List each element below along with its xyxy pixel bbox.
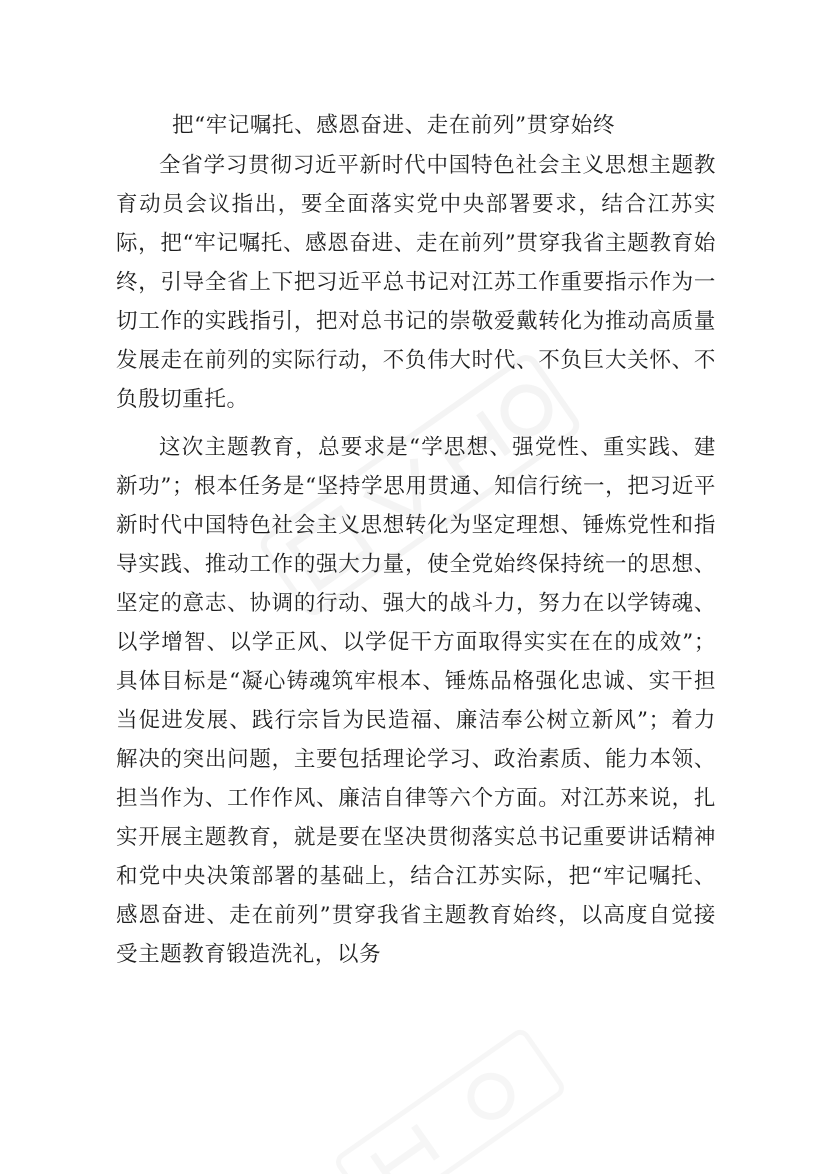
paragraph-1: 全省学习贯彻习近平新时代中国特色社会主义思想主题教育动员会议指出，要全面落实党中央部署要求，结合江苏实际，把“牢记嘱托、感恩奋进、走在前列”贯穿我省主题教育始终，引导全省上下把习近平总书记对江苏工作重要指示作为一切工作的实践指引，把对总书记的崇敬爱戴转化为推动高质量发展走在前列的实际行动，不负伟大时代、不负巨大关怀、不负殷切重托。 <box>116 153 716 412</box>
article-body <box>116 108 716 983</box>
watermark-logo-faint <box>326 1019 574 1174</box>
document-title: 把“牢记嘱托、感恩奋进、走在前列”贯穿始终 <box>172 113 616 138</box>
paragraph-2: 这次主题教育，总要求是“学思想、强党性、重实践、建新功”；根本任务是“坚持学思用贯通、知信行统一，把习近平新时代中国特色社会主义思想转化为坚定理想、锤炼党性和指导实践、推动工作的强大力量，使全党始终保持统一的思想、坚定的意志、协调的行动、强大的战斗力，努力在以学铸魂、以学增智、以学正风、以学促干方面取得实实在在的成效”；具体目标是“凝心铸魂筑牢根本、锤炼品格强化忠诚、实干担当促进发展、践行宗旨为民造福、廉洁奉公树立新风”；着力解决的突出问题，主要包括理论学习、政治素质、能力本领、担当作为、工作作风、廉洁自律等六个方面。对江苏来说，扎实开展主题教育，就是要在坚决贯彻落实总书记重要讲话精神和党中央决策部署的基础上，结合江苏实际，把“牢记嘱托、感恩奋进、走在前列”贯穿我省主题教育始终，以高度自觉接受主题教育锻造洗礼，以务 <box>116 435 716 967</box>
